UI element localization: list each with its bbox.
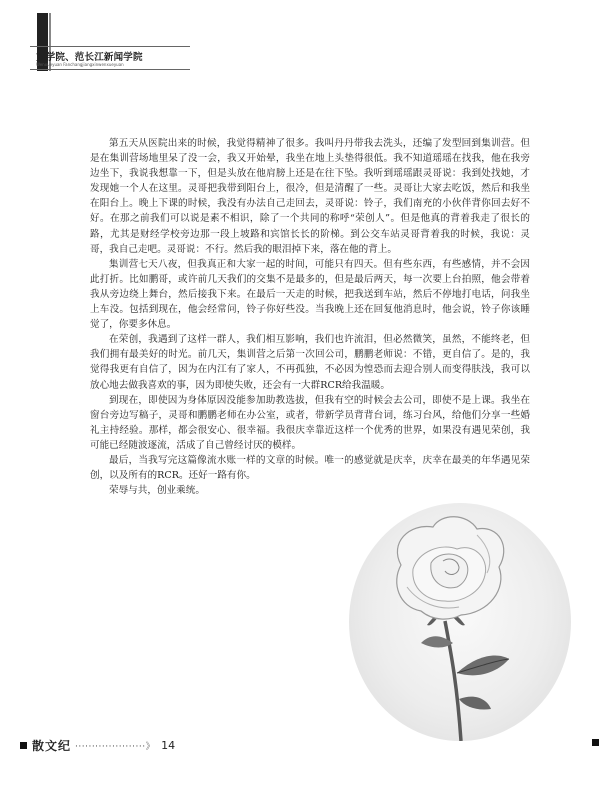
footer-leader: ·····················》 xyxy=(75,742,156,752)
article-paragraph: 第五天从医院出来的时候，我觉得精神了很多。我叫丹丹带我去洗头，还编了发型回到集训营。但是在集训营场地里呆了没一会，我又开始晕，我坐在地上头垫得很低。我不知道瑶瑶在找我，他在我旁边坐下，我说我想靠一下，但是头放在他肩膀上还是在往下坠。我听到瑶瑶跟灵哥说：我到处找她，才发现她一个人在这里。灵哥把我带到阳台上，很冷，但是清醒了一些。灵哥让大家去吃饭，然后和我坐在阳台上。晚上下课的时候，我没有办法自己走回去，灵哥说：铃子，我们南充的小伙伴背你回去好不好。在那之前我们可以说是素不相识，除了一个共同的称呼“荣创人”。但是他真的背着我走了很长的路，尤其是财经学校旁边那一段上坡路和宾馆长长的阶梯。到公交车站灵哥背着我的时候，我说：灵哥，我自己走吧。灵哥说：不行。然后我的眼泪掉下来，落在他的背上。 xyxy=(90,138,530,255)
article-body xyxy=(90,136,530,498)
article-paragraph: 到现在，即使因为身体原因没能参加助教选拔，但我有空的时候会去公司，即使不是上课。我坐在窗台旁边写稿子，灵哥和鹏鹏老师在办公室，或者，带新学员背背台词，练习台风，给他们分享一些婚礼主持经验。那样，都会很安心、很幸福。我很庆幸靠近这样一个优秀的世界，如果没有遇见荣创，我可能已经随波逐流，活成了自己曾经讨厌的模样。 xyxy=(90,394,530,451)
rose-icon xyxy=(349,503,571,741)
page-footer xyxy=(20,737,175,754)
section-title: 文学院、范长江新闻学院 xyxy=(36,52,143,63)
corner-square-icon xyxy=(592,739,599,746)
section-subtitle: Wenxueyuan Fanchangjiangxinwenxueyuan xyxy=(36,62,124,67)
page-number: 14 xyxy=(161,739,176,752)
article-paragraph: 集训营七天八夜，但我真正和大家一起的时间，可能只有四天。但有些东西，有些感情，并不会因此打折。比如鹏哥，或许前几天我们的交集不是最多的，但是最后两天，每一次要上台拍照，他会带着我从旁边绕上舞台，然后接我下来。在最后一天走的时候，把我送到车站，然后不停地打电话，问我坐上车没。包括到现在，他会经常问，铃子你好些没。当我晚上还在回复他消息时，他会说，铃子你该睡觉了，你要多休息。 xyxy=(90,258,530,331)
footer-square-icon xyxy=(20,742,27,749)
magazine-section-name: 散文纪 xyxy=(32,739,72,753)
rose-photo xyxy=(349,503,571,741)
article-paragraph: 荣辱与共，创业乘统。 xyxy=(109,485,205,497)
article-paragraph: 最后，当我写完这篇像流水账一样的文章的时候。唯一的感觉就是庆幸，庆幸在最美的年华遇见荣创，以及所有的RCR。还好一路有你。 xyxy=(90,454,530,482)
article-paragraph: 在荣创，我遇到了这样一群人，我们相互影响，我们也许流泪，但必然微笑，虽然，不能终老，但我们拥有最美好的时光。前几天，集训营之后第一次回公司，鹏鹏老师说：不错，更自信了。是的，我觉得我更有自信了，因为在内江有了家人，不再孤独，不必因为惶恐而去迎合别人而变得肤浅，我可以放心地去做我喜欢的事，因为即使失败，还会有一大群RCR给我温暖。 xyxy=(90,334,530,391)
